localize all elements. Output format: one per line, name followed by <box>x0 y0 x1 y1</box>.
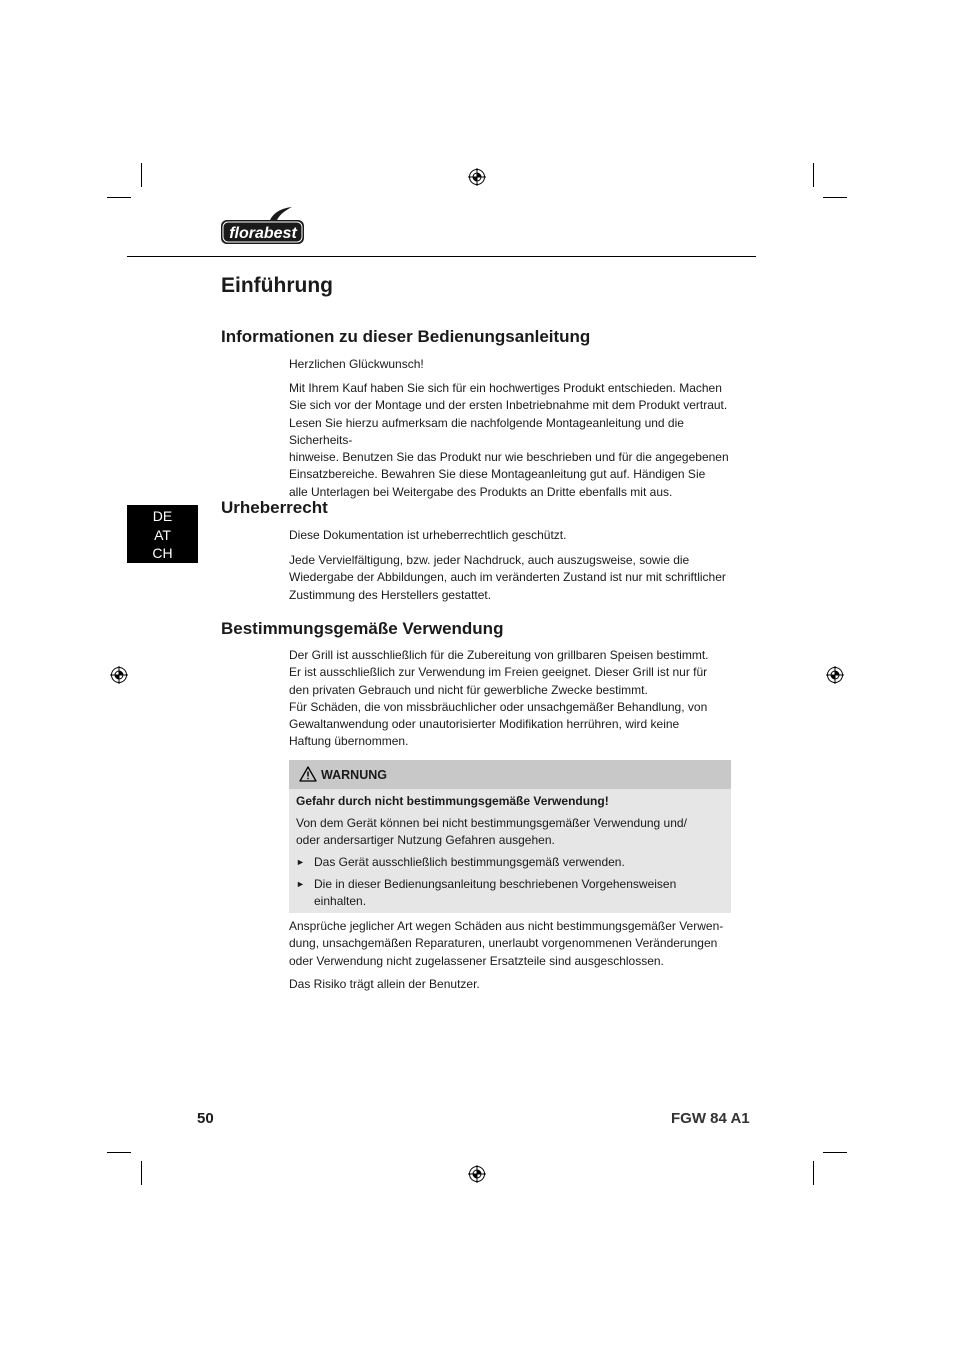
section-heading-copyright: Urheberrecht <box>221 498 328 517</box>
page-number: 50 <box>197 1110 214 1127</box>
language-code: DE <box>152 508 173 524</box>
crop-mark <box>813 163 814 187</box>
page-title: Einführung <box>221 274 333 297</box>
use-p1: Der Grill ist ausschließlich für die Zubereitung von grillbaren Speisen bestimmt. Er ist ausschließlich zur Verwendung im Freien geeignet. Dieser Grill ist nur für den privaten Gebrauch und nicht für gewerbliche Zwecke bestimmt. Für Schäden, die von missbräuchlicher oder unsachgemäßer Behandlung, von Gewaltanwendung oder unautorisierter Modifikation herrühren, wird keine Haftung übernommen. <box>289 648 709 749</box>
crop-mark <box>823 1152 847 1153</box>
copyright-p2: Jede Vervielfältigung, bzw. jeder Nachdruck, auch auszugsweise, sowie die Wiedergabe der Abbildungen, auch im veränderten Zustand ist nur mit schriftlicher Zustimmung des Herstellers gestattet. <box>289 553 726 602</box>
info-body: Mit Ihrem Kauf haben Sie sich für ein hochwertiges Produkt entschieden. Machen Sie sich vor der Montage und der ersten Inbetriebnahme mit dem Produkt vertraut. Lesen Sie hierzu aufmerksam die nachfolgende Montageanleitung und die Sicherheits- hinweise. Benutzen Sie das Produkt nur wie beschrieben und für die angegebenen Einsatzbereiche. Bewahren Sie diese Montageanleitung gut auf. Händigen Sie alle Unterlagen bei Weitergabe des Produkts an Dritte ebenfalls mit aus. <box>289 381 729 499</box>
crop-mark <box>823 197 847 198</box>
warning-subtitle: Gefahr durch nicht bestimmungsgemäße Verwendung! <box>296 794 609 808</box>
crop-mark <box>141 163 142 187</box>
crop-mark <box>107 1152 131 1153</box>
warning-bullet: Das Gerät ausschließlich bestimmungsgemäß verwenden. <box>314 855 625 869</box>
warning-bullet: Die in dieser Bedienungsanleitung beschriebenen Vorgehensweisen einhalten. <box>314 877 677 909</box>
model-number: FGW 84 A1 <box>671 1110 750 1127</box>
section-heading-info: Informationen zu dieser Bedienungsanleitung <box>221 327 591 346</box>
use-p3: Das Risiko trägt allein der Benutzer. <box>289 977 480 991</box>
bullet-arrow-icon: ► <box>296 879 305 889</box>
greeting-text: Herzlichen Glückwunsch! <box>289 357 424 371</box>
section-heading-use: Bestimmungsgemäße Verwendung <box>221 619 504 638</box>
registration-mark-icon <box>110 666 128 684</box>
warning-title: WARNUNG <box>321 768 387 782</box>
language-code: AT <box>154 526 171 543</box>
header-rule <box>127 256 756 257</box>
copyright-p1: Diese Dokumentation ist urheberrechtlich geschützt. <box>289 528 567 542</box>
warning-header <box>289 760 731 789</box>
crop-mark <box>813 1161 814 1185</box>
warning-box <box>289 760 731 913</box>
language-tab <box>127 505 198 563</box>
crop-mark <box>107 197 131 198</box>
warning-triangle-icon <box>299 766 317 782</box>
crop-mark <box>141 1161 142 1185</box>
use-p2: Ansprüche jeglicher Art wegen Schäden aus nicht bestimmungsgemäßer Verwen- dung, unsachgemäßen Reparaturen, unerlaubt vorgenommenen Veränderungen oder Verwendung nicht zugelassener Ersatzteile sind ausgeschlossen. <box>289 919 724 968</box>
registration-mark-icon <box>468 1165 486 1183</box>
florabest-logo <box>220 206 306 246</box>
bullet-arrow-icon: ► <box>296 857 305 867</box>
logo-text: florabest <box>229 225 297 242</box>
registration-mark-icon <box>826 666 844 684</box>
registration-mark-icon <box>468 168 486 186</box>
warning-text: Von dem Gerät können bei nicht bestimmungsgemäßer Verwendung und/ oder andersartiger Nutzung Gefahren ausgehen. <box>296 816 687 848</box>
language-code: CH <box>152 545 173 561</box>
